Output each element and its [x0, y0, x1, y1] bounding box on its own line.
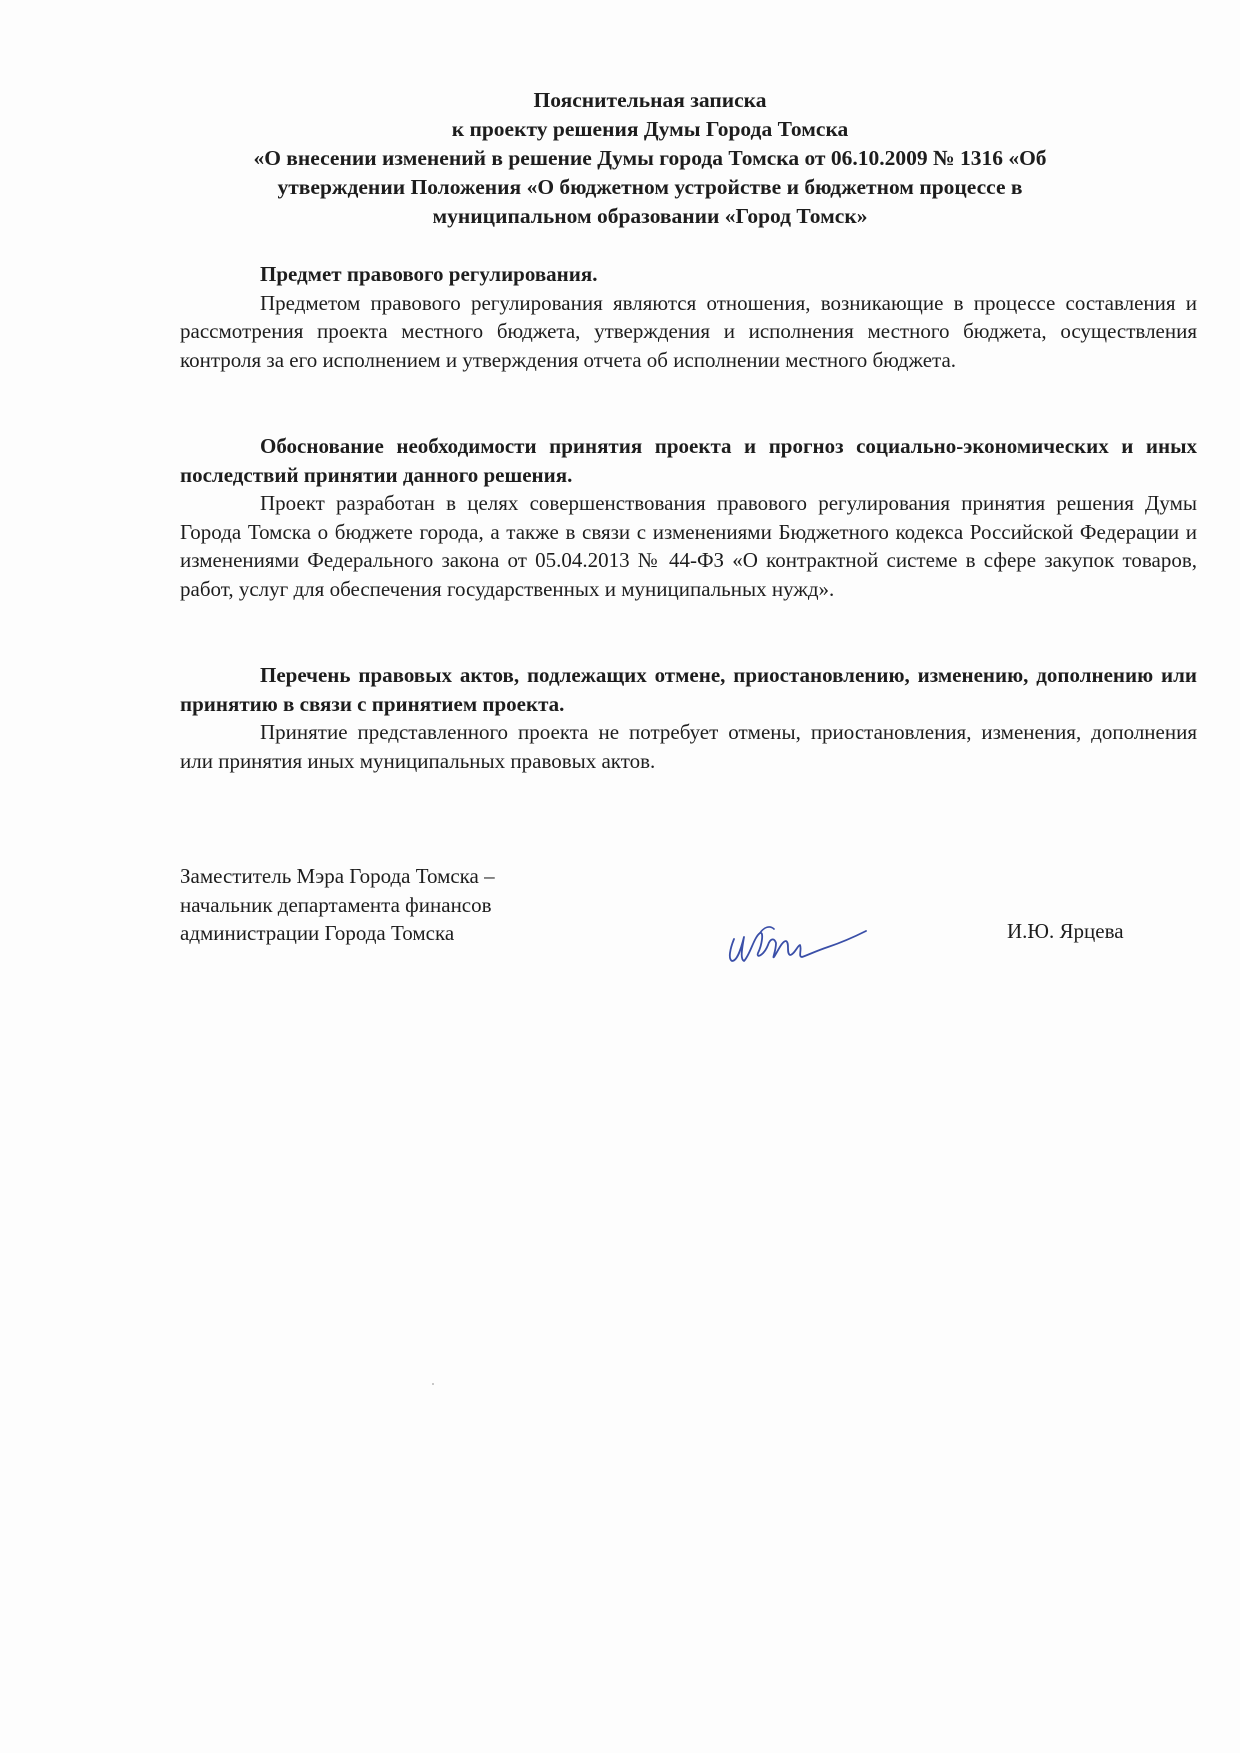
signatory-name: И.Ю. Ярцева: [1007, 919, 1124, 943]
title-line-4: утверждении Положения «О бюджетном устройстве и бюджетном процессе в: [277, 175, 1023, 199]
section-body: Проект разработан в целях совершенствования правового регулирования принятия решения Думы Города Томска о бюджете города, а также в связи с изменениями Бюджетного кодекса Российской Федерации и изменениями Федерального закона от 05.04.2013 № 44-ФЗ «О контрактной системе в сфере закупок товаров, работ, услуг для обеспечения государственных и муниципальных нужд».: [180, 491, 1197, 601]
signature-stroke: [760, 927, 774, 933]
section-body: Принятие представленного проекта не потребует отмены, приостановления, изменения, дополнения или принятия иных муниципальных правовых актов.: [180, 720, 1197, 773]
document-title: [150, 86, 1150, 231]
position-line-2: начальник департамента финансов: [180, 892, 492, 917]
section-justification: [180, 432, 1197, 603]
signature-stroke: [730, 931, 866, 961]
position-line-3: администрации Города Томска: [180, 921, 455, 945]
section-body: Предметом правового регулирования являются отношения, возникающие в процессе составления и рассмотрения проекта местного бюджета, утверждения и исполнения местного бюджета, осуществления контроля за его исполнением и утверждения отчета об исполнении местного бюджета.: [180, 290, 1197, 372]
section-legal-acts: [180, 661, 1197, 775]
handwritten-signature: [720, 915, 880, 975]
section-heading: Обоснование необходимости принятия проекта и прогноз социально-экономических и иных последствий принятии данного решения.: [180, 434, 1197, 487]
scan-speck: [432, 1383, 434, 1385]
signatory-position: [180, 862, 495, 948]
section-heading: Предмет правового регулирования.: [260, 262, 598, 286]
title-line-2: к проекту решения Думы Города Томска: [451, 117, 849, 141]
title-line-3: «О внесении изменений в решение Думы города Томска от 06.10.2009 № 1316 «Об: [253, 146, 1047, 170]
section-subject: [180, 260, 1197, 374]
title-line-5: муниципальном образовании «Город Томск»: [432, 204, 868, 228]
position-line-1: Заместитель Мэра Города Томска –: [180, 864, 495, 888]
section-heading: Перечень правовых актов, подлежащих отмене, приостановлению, изменению, дополнению или принятию в связи с принятием проекта.: [180, 663, 1197, 716]
title-line-1: Пояснительная записка: [533, 88, 767, 112]
